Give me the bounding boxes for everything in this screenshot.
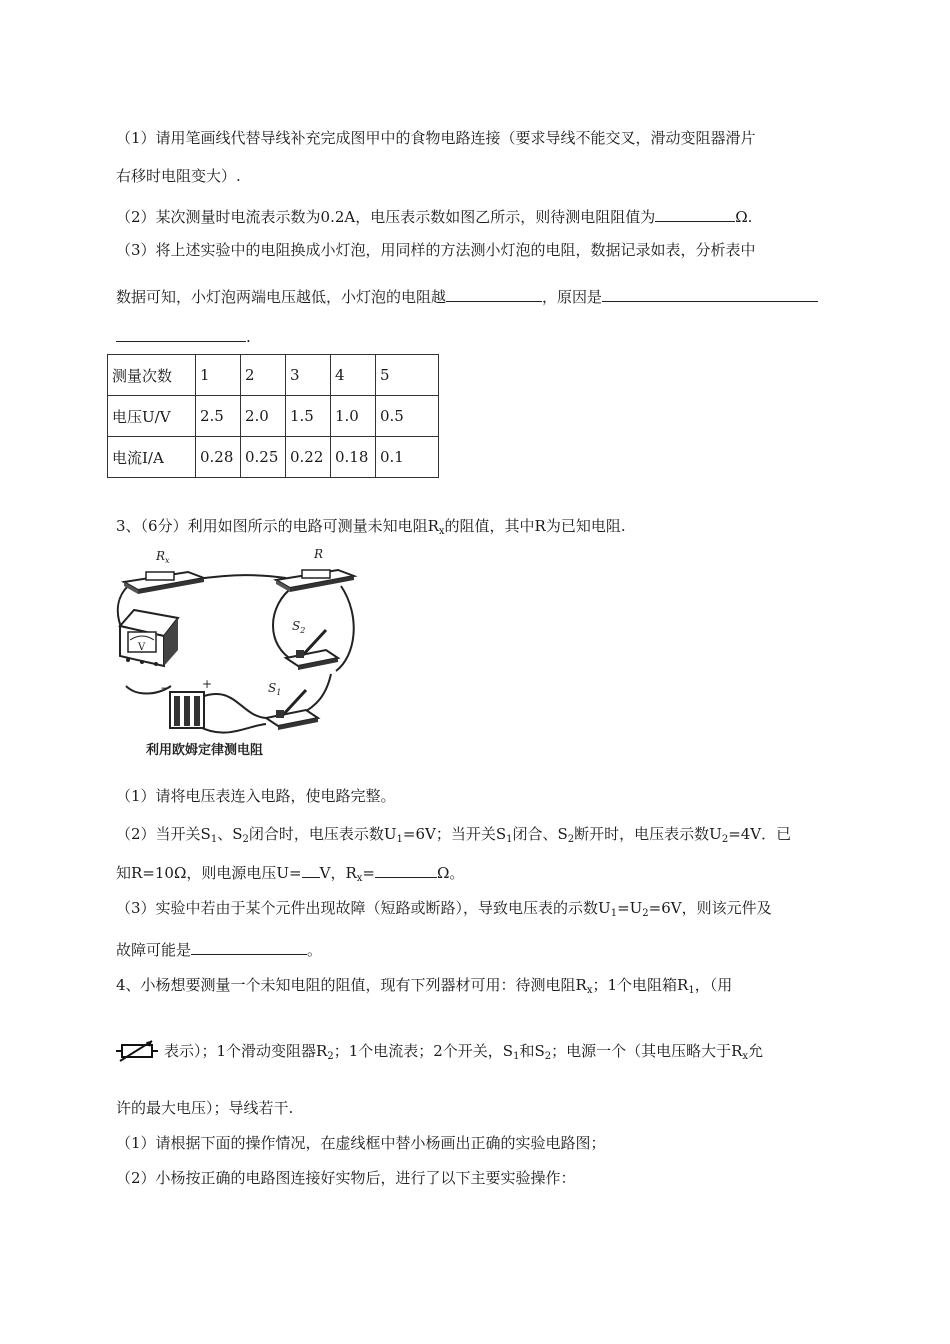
q2-part3-line1: （3）将上述实验中的电阻换成小灯泡，用同样的方法测小灯泡的电阻，数据记录如表，分析表中 [116,241,756,259]
q3-part3-line2: 故障可能是 。 [116,938,322,960]
table-cell: 0.18 [331,437,376,478]
q2-part3-line2: 数据可知，小灯泡两端电压越低，小灯泡的电阻越 ，原因是 [116,285,818,307]
svg-text:V: V [138,642,146,653]
battery-icon [160,677,212,728]
circuit-figure [116,546,366,766]
table-cell: 电流I/A [108,437,196,478]
table-cell: 0.22 [286,437,331,478]
q4-part2: （2）小杨按正确的电路图连接好实物后，进行了以下主要实验操作： [116,1169,576,1187]
table-cell: 2 [241,355,286,396]
table-cell: 1 [196,355,241,396]
q3-part1: （1）请将电压表连入电路，使电路完整。 [116,787,396,805]
q2-part1-line1: （1）请用笔画线代替导线补充完成图甲中的食物电路连接（要求导线不能交叉，滑动变阻器滑片 [116,129,756,147]
table-cell: 0.28 [196,437,241,478]
answer-blank[interactable] [375,861,437,878]
q3-part3-line1: （3）实验中若由于某个元件出现故障（短路或断路），导致电压表的示数$U_1=U_2=6V$，则该元件及 [116,899,772,919]
table-cell: 1.0 [331,396,376,437]
answer-blank[interactable] [446,285,542,302]
label-s1: $S_1$ [268,681,282,697]
label-r: R [314,547,324,561]
resistor-rx-icon [124,572,204,594]
switch-s1-icon [266,690,318,730]
data-table [107,354,439,478]
table-cell: 测量次数 [108,355,196,396]
table-cell: 0.1 [376,437,439,478]
svg-text:+: + [202,677,213,691]
table-cell: 2.5 [196,396,241,437]
q4-line3: 许的最大电压）；导线若干. [116,1099,294,1117]
answer-blank[interactable] [602,285,818,302]
q4-part1: （1）请根据下面的操作情况，在虚线框中替小杨画出正确的实验电路图； [116,1134,606,1152]
table-row [108,396,439,437]
answer-blank[interactable] [302,861,320,878]
q4-line2: 表示）；1个滑动变阻器$R_2$；1个电流表；2个开关，$S_1$和$S_2$；电源一个（其电压略大于$R_x$允 [164,1042,764,1062]
resistor-box-symbol-icon [116,1040,158,1062]
voltmeter-icon [120,610,178,666]
q2-part2: （2）某次测量时电流表示数为0.2A，电压表示数如图乙所示，则待测电阻阻值为 Ω. [116,205,752,227]
label-s2: $S_2$ [292,619,306,635]
q4-heading: 4、小杨想要测量一个未知电阻的阻值，现有下列器材可用：待测电阻$R_x$；1个电阻箱$R_1$，（用 [116,976,733,996]
q2-part1-line2: 右移时电阻变大）. [116,167,241,185]
table-row [108,437,439,478]
answer-blank[interactable] [116,325,246,342]
q3-heading: 3、（6分）利用如图所示的电路可测量未知电阻$R_x$的阻值，其中R为已知电阻. [116,517,626,537]
table-row [108,355,439,396]
answer-blank[interactable] [655,205,735,222]
q2-part3-line3: . [116,325,251,347]
figure-caption: 利用欧姆定律测电阻 [146,743,264,758]
table-cell: 1.5 [286,396,331,437]
table-cell: 2.0 [241,396,286,437]
svg-text:−: − [160,681,171,695]
q3-part2-line2: 知R=10Ω，则电源电压U= V，$R_x= \Omega$。 [116,861,464,889]
answer-blank[interactable] [191,938,307,955]
q3-part2-line1: （2）当开关$S_1$、$S_2$闭合时，电压表示数$U_1=6V$；当开关$S_1$闭合、$S_2$断开时，电压表示数$U_2=4V$．已 [116,825,792,845]
label-rx: $R_x$ [156,549,170,565]
table-cell: 0.5 [376,396,439,437]
table-cell: 5 [376,355,439,396]
table-cell: 电压U/V [108,396,196,437]
switch-s2-icon [286,630,338,670]
table-cell: 0.25 [241,437,286,478]
table-cell: 3 [286,355,331,396]
table-cell: 4 [331,355,376,396]
